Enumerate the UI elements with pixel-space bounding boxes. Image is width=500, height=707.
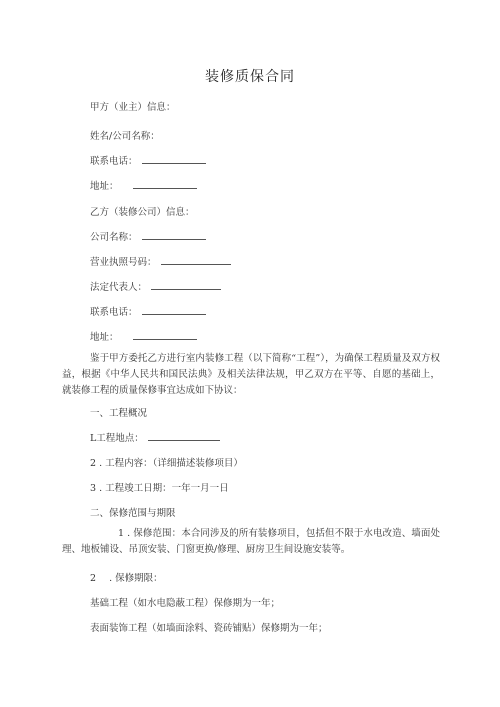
party-a-address-blank [133,179,197,189]
party-b-heading: 乙方（装修公司）信息： [90,207,195,218]
party-a-name-line [90,128,160,142]
party-a-address-line [90,178,197,192]
party-b-phone-line [90,304,206,318]
party-b-address-label: 地址： [90,332,119,343]
scope-item-number: 1 [118,528,125,539]
party-b-company-label: 公司名称： [90,232,138,243]
section2-heading: 二、保修范围与期限 [90,508,176,519]
party-a-heading: 甲方（业主）信息： [90,102,176,113]
location-blank [148,431,220,441]
party-b-company-line [90,229,206,243]
party-b-legal-rep-line [90,279,221,293]
content-line [90,455,243,469]
party-b-legal-rep-label: 法定代表人： [90,282,148,293]
location-line [90,430,220,444]
party-b-phone-blank [142,305,206,315]
party-b-license-line [90,254,231,268]
section1-heading: 一、工程概况 [90,408,148,419]
party-b-phone-label: 联系电话： [90,307,138,318]
content-item-text: . 工程内容：（详细描述装修项目） [99,458,243,469]
foundation-warranty-line: 基础工程（如水电隐蔽工程）保修期为一年； [90,598,281,609]
location-label: L工程地点： [90,433,144,444]
scope-item-text: . 保修范围：本合同涉及的所有装修项目，包括但不限于水电改造、墙面处理、地板铺设、吊顶安装、门窗更换/修理、厨房卫生间设施安装等。 [62,528,440,555]
party-a-name-label: 姓名/公司名称： [90,131,160,142]
content-item-number: 2 [90,458,97,469]
party-b-license-blank [161,255,231,265]
party-a-address-label: 地址： [90,181,119,192]
party-b-license-label: 营业执照号码： [90,257,157,268]
period-line [90,570,163,584]
party-a-phone-line [90,153,206,167]
contract-title: 装修质保合同 [205,69,295,85]
preamble-paragraph: 鉴于甲方委托乙方进行室内装修工程（以下简称“工程”），为确保工程质量及双方权益，根据《中华人民共和国民法典》及相关法律法规，甲乙双方在平等、自愿的基础上，就装修工程的质量保修事宜达成如下协议： [62,353,440,396]
surface-warranty-line: 表面装饰工程（如墙面涂料、瓷砖铺贴）保修期为一年； [90,623,328,634]
party-b-company-blank [142,230,206,240]
scope-paragraph [62,526,440,558]
completion-date-line [90,480,229,494]
period-item-number: 2 [90,573,97,584]
party-b-address-blank [133,330,197,340]
period-item-text: . 保修期限： [109,573,163,584]
completion-item-text: . 工程竣工日期：一年一月一日 [99,483,229,494]
party-b-legal-rep-blank [151,280,221,290]
party-a-phone-blank [142,154,206,164]
party-b-address-line [90,329,197,343]
party-a-phone-label: 联系电话： [90,156,138,167]
completion-item-number: 3 [90,483,97,494]
